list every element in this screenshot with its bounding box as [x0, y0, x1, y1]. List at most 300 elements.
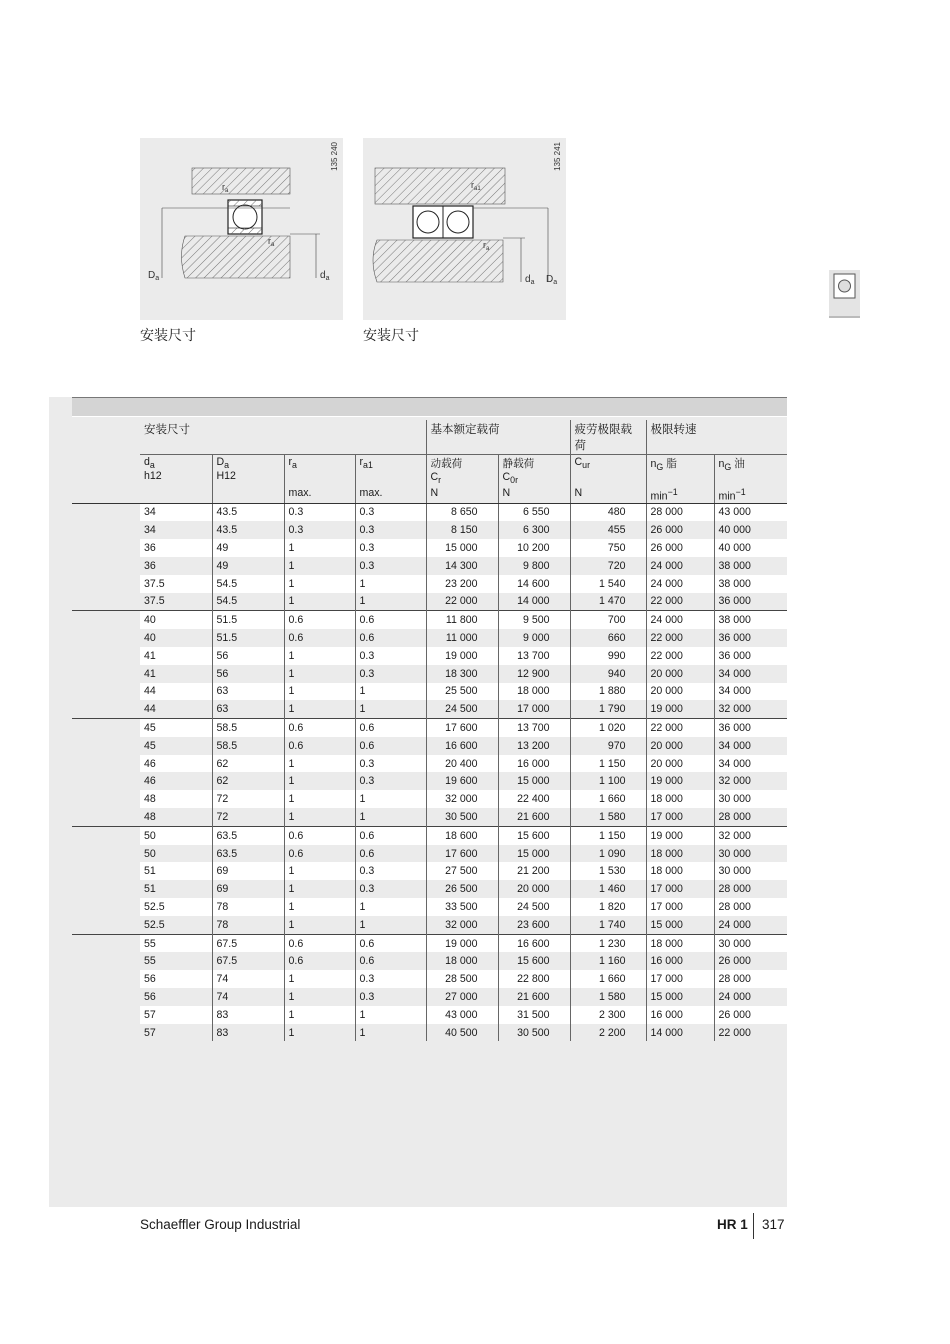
table-cell: 51 — [140, 880, 212, 898]
table-cell: 26 000 — [714, 952, 787, 970]
table-cell: 45 — [140, 719, 212, 737]
table-cell: 720 — [570, 557, 646, 575]
table-cell: 18 600 — [426, 826, 498, 844]
table-cell: 17 000 — [498, 700, 570, 718]
table-cell: 34 000 — [714, 755, 787, 773]
table-cell: 43.5 — [212, 503, 284, 521]
table-cell: 1 — [284, 683, 355, 701]
table-cell: 0.3 — [355, 521, 426, 539]
table-cell: 34 000 — [714, 737, 787, 755]
table-cell: 1 — [355, 700, 426, 718]
table-cell: 63 — [212, 700, 284, 718]
table-row — [72, 557, 787, 575]
label-Da: $D_a$ — [546, 274, 558, 286]
table-cell: 19 000 — [646, 772, 714, 790]
unit-ra1: max. — [355, 487, 426, 503]
table-cell: 480 — [570, 503, 646, 521]
table-cell: 1 — [355, 683, 426, 701]
table-cell: 41 — [140, 665, 212, 683]
figure-caption: 安装尺寸 — [363, 327, 419, 343]
table-cell: 1 230 — [570, 934, 646, 952]
table-cell: 37.5 — [140, 593, 212, 611]
table-cell: 12 900 — [498, 665, 570, 683]
table-cell: 0.6 — [355, 719, 426, 737]
table-cell: 1 820 — [570, 898, 646, 916]
table-cell: 14 000 — [498, 593, 570, 611]
table-cell: 36 000 — [714, 719, 787, 737]
table-cell: 0.6 — [355, 826, 426, 844]
table-cell: 52.5 — [140, 898, 212, 916]
table-cell: 26 000 — [714, 1006, 787, 1024]
table-cell: 34 — [140, 521, 212, 539]
mounting-figure-1 — [140, 138, 343, 320]
footer-section: HR 1 — [717, 1217, 748, 1232]
table-cell: 56 — [212, 665, 284, 683]
table-cell: 11 800 — [426, 611, 498, 629]
table-cell: 23 200 — [426, 575, 498, 593]
table-cell: 40 000 — [714, 521, 787, 539]
unit-Cr: N — [426, 487, 498, 503]
table-cell: 22 000 — [714, 1024, 787, 1042]
table-cell: 30 000 — [714, 862, 787, 880]
table-cell: 32 000 — [426, 916, 498, 934]
table-cell: 18 000 — [646, 934, 714, 952]
label-ra-bottom: $r_a$ — [483, 240, 490, 252]
table-cell: 24 000 — [646, 557, 714, 575]
table-cell: 36 000 — [714, 629, 787, 647]
table-cell: 17 600 — [426, 845, 498, 863]
figure-code: 135 241 — [553, 142, 562, 171]
table-cell: 46 — [140, 772, 212, 790]
table-cell: 55 — [140, 952, 212, 970]
table-cell: 56 — [140, 988, 212, 1006]
table-cell: 1 540 — [570, 575, 646, 593]
table-cell: 22 000 — [646, 719, 714, 737]
table-cell: 8 150 — [426, 521, 498, 539]
table-cell: 28 500 — [426, 970, 498, 988]
unit-ra: max. — [284, 487, 355, 503]
table-cell: 990 — [570, 647, 646, 665]
label-da: $d_a$ — [525, 274, 535, 286]
table-cell: 1 — [284, 647, 355, 665]
col-C0r: 静载荷 $C_{0r}$ — [498, 455, 570, 488]
bearing-drawing-double — [363, 138, 566, 320]
table-cell: 54.5 — [212, 593, 284, 611]
table-cell: 0.3 — [355, 503, 426, 521]
table-cell: 1 — [355, 593, 426, 611]
table-cell: 13 700 — [498, 719, 570, 737]
table-cell: 0.6 — [355, 952, 426, 970]
table-row — [72, 916, 787, 934]
table-cell: 0.3 — [355, 539, 426, 557]
table-row — [72, 952, 787, 970]
table-cell: 20 400 — [426, 755, 498, 773]
label-ra1: $r_{a1}$ — [471, 180, 481, 192]
table-cell: 36 — [140, 557, 212, 575]
table-cell: 51 — [140, 862, 212, 880]
table-cell: 22 000 — [646, 593, 714, 611]
table-cell: 1 660 — [570, 790, 646, 808]
table-row — [72, 970, 787, 988]
table-row — [72, 503, 787, 521]
table-cell: 0.6 — [355, 737, 426, 755]
table-cell: 940 — [570, 665, 646, 683]
table-row — [72, 719, 787, 737]
footer-divider — [753, 1213, 754, 1239]
table-cell: 1 — [284, 772, 355, 790]
table-cell: 57 — [140, 1006, 212, 1024]
table-cell: 700 — [570, 611, 646, 629]
table-cell: 48 — [140, 808, 212, 826]
table-cell: 970 — [570, 737, 646, 755]
col-nG-oil: $n_G$ 油 — [714, 455, 787, 488]
label-ra-bottom: $r_a$ — [268, 236, 275, 248]
table-cell: 0.6 — [355, 611, 426, 629]
table-cell: 22 000 — [426, 593, 498, 611]
table-header-bar — [72, 397, 787, 417]
table-cell: 1 — [284, 539, 355, 557]
figure-code: 135 240 — [330, 142, 339, 171]
mounting-figure-2 — [363, 138, 566, 320]
table-cell: 1 — [284, 916, 355, 934]
table-cell: 19 000 — [426, 647, 498, 665]
group-fatigue-load: 疲劳极限载荷 — [570, 420, 646, 455]
table-cell: 28 000 — [714, 898, 787, 916]
table-cell: 17 000 — [646, 880, 714, 898]
table-cell: 1 — [355, 916, 426, 934]
table-cell: 0.6 — [284, 845, 355, 863]
table-cell: 14 000 — [646, 1024, 714, 1042]
table-cell: 9 800 — [498, 557, 570, 575]
table-cell: 0.6 — [284, 737, 355, 755]
table-cell: 18 000 — [646, 862, 714, 880]
col-Cur: $C_{ur}$ — [570, 455, 646, 488]
table-cell: 1 — [355, 1024, 426, 1042]
table-cell: 50 — [140, 845, 212, 863]
group-mounting-dims: 安装尺寸 — [140, 420, 426, 455]
table-cell: 31 500 — [498, 1006, 570, 1024]
table-cell: 55 — [140, 934, 212, 952]
table-cell: 18 000 — [426, 952, 498, 970]
table-cell: 0.6 — [284, 952, 355, 970]
table-cell: 1 — [284, 575, 355, 593]
table-cell: 62 — [212, 772, 284, 790]
table-cell: 0.3 — [355, 755, 426, 773]
page-number: 317 — [762, 1217, 785, 1232]
table-cell: 34 000 — [714, 665, 787, 683]
table-row — [72, 629, 787, 647]
bearing-thumbnail-icon — [829, 270, 860, 318]
group-basic-load: 基本额定载荷 — [426, 420, 570, 455]
table-cell: 9 000 — [498, 629, 570, 647]
table-cell: 17 000 — [646, 970, 714, 988]
table-cell: 1 880 — [570, 683, 646, 701]
table-cell: 6 550 — [498, 503, 570, 521]
table-cell: 18 000 — [646, 845, 714, 863]
table-cell: 24 500 — [426, 700, 498, 718]
table-cell: 1 — [355, 1006, 426, 1024]
table-cell: 36 — [140, 539, 212, 557]
table-cell: 0.3 — [355, 988, 426, 1006]
group-limiting-speed: 极限转速 — [646, 420, 787, 455]
table-cell: 28 000 — [714, 880, 787, 898]
label-da: $d_a$ — [320, 270, 330, 282]
footer-company: Schaeffler Group Industrial — [140, 1217, 301, 1232]
table-cell: 1 — [284, 665, 355, 683]
col-da: $d_a$ h12 — [144, 456, 162, 483]
table-cell: 1 530 — [570, 862, 646, 880]
table-cell: 2 200 — [570, 1024, 646, 1042]
table-row — [72, 539, 787, 557]
label-ra-top: $r_a$ — [222, 182, 229, 194]
table-cell: 32 000 — [714, 772, 787, 790]
table-cell: 26 500 — [426, 880, 498, 898]
table-cell: 37.5 — [140, 575, 212, 593]
table-cell: 1 — [284, 700, 355, 718]
table-cell: 1 580 — [570, 988, 646, 1006]
table-cell: 1 150 — [570, 826, 646, 844]
table-cell: 18 000 — [646, 790, 714, 808]
table-cell: 17 600 — [426, 719, 498, 737]
table-cell: 0.6 — [355, 934, 426, 952]
table-cell: 1 — [284, 808, 355, 826]
table-cell: 40 — [140, 611, 212, 629]
table-cell: 36 000 — [714, 593, 787, 611]
table-cell: 40 — [140, 629, 212, 647]
table-cell: 22 000 — [646, 629, 714, 647]
table-cell: 67.5 — [212, 934, 284, 952]
table-cell: 15 600 — [498, 826, 570, 844]
table-cell: 63.5 — [212, 845, 284, 863]
table-cell: 0.6 — [284, 629, 355, 647]
table-cell: 15 000 — [426, 539, 498, 557]
table-cell: 21 200 — [498, 862, 570, 880]
table-cell: 1 580 — [570, 808, 646, 826]
table-cell: 6 300 — [498, 521, 570, 539]
col-Cr: 动载荷 $C_r$ — [426, 455, 498, 488]
table-cell: 0.3 — [355, 970, 426, 988]
table-row — [72, 934, 787, 952]
table-cell: 1 150 — [570, 755, 646, 773]
table-cell: 1 470 — [570, 593, 646, 611]
table-row — [72, 988, 787, 1006]
col-nG-grease: $n_G$ 脂 — [646, 455, 714, 488]
table-row — [72, 700, 787, 718]
unit-Cur: N — [570, 487, 646, 503]
unit-C0r: N — [498, 487, 570, 503]
table-cell: 58.5 — [212, 719, 284, 737]
table-cell: 32 000 — [714, 700, 787, 718]
table-cell: 8 650 — [426, 503, 498, 521]
table-cell: 18 000 — [498, 683, 570, 701]
table-cell: 30 000 — [714, 845, 787, 863]
table-cell: 49 — [212, 557, 284, 575]
table-row — [72, 521, 787, 539]
col-ra: $r_a$ — [284, 455, 355, 488]
table-cell: 27 500 — [426, 862, 498, 880]
table-cell: 74 — [212, 970, 284, 988]
table-cell: 1 100 — [570, 772, 646, 790]
table-cell: 45 — [140, 737, 212, 755]
table-cell: 23 600 — [498, 916, 570, 934]
table-cell: 0.3 — [355, 665, 426, 683]
table-cell: 1 — [284, 1024, 355, 1042]
table-cell: 18 300 — [426, 665, 498, 683]
table-cell: 1 020 — [570, 719, 646, 737]
table-cell: 38 000 — [714, 575, 787, 593]
table-cell: 1 740 — [570, 916, 646, 934]
table-cell: 0.3 — [355, 862, 426, 880]
table-cell: 25 500 — [426, 683, 498, 701]
table-cell: 69 — [212, 862, 284, 880]
table-cell: 44 — [140, 683, 212, 701]
table-cell: 14 300 — [426, 557, 498, 575]
table-cell: 30 000 — [714, 790, 787, 808]
table-row — [72, 737, 787, 755]
table-cell: 1 — [284, 755, 355, 773]
table-cell: 43.5 — [212, 521, 284, 539]
table-row — [72, 665, 787, 683]
table-cell: 16 000 — [646, 1006, 714, 1024]
unit-nG-grease: $\min^{-1}$ — [646, 487, 714, 503]
table-cell: 16 600 — [498, 934, 570, 952]
table-cell: 26 000 — [646, 539, 714, 557]
table-cell: 27 000 — [426, 988, 498, 1006]
table-cell: 16 600 — [426, 737, 498, 755]
table-cell: 51.5 — [212, 611, 284, 629]
table-cell: 57 — [140, 1024, 212, 1042]
table-cell: 40 000 — [714, 539, 787, 557]
table-cell: 56 — [212, 647, 284, 665]
table-cell: 2 300 — [570, 1006, 646, 1024]
table-cell: 20 000 — [646, 683, 714, 701]
table-cell: 15 000 — [498, 845, 570, 863]
table-cell: 40 500 — [426, 1024, 498, 1042]
table-cell: 1 090 — [570, 845, 646, 863]
table-cell: 14 600 — [498, 575, 570, 593]
table-cell: 26 000 — [646, 521, 714, 539]
table-row — [72, 772, 787, 790]
table-row — [72, 647, 787, 665]
table-cell: 1 — [284, 557, 355, 575]
table-row — [72, 1024, 787, 1042]
table-cell: 78 — [212, 898, 284, 916]
table-cell: 750 — [570, 539, 646, 557]
table-cell: 0.6 — [284, 826, 355, 844]
table-row — [72, 611, 787, 629]
table-cell: 0.6 — [355, 845, 426, 863]
table-cell: 72 — [212, 808, 284, 826]
table-cell: 15 000 — [498, 772, 570, 790]
table-cell: 21 600 — [498, 808, 570, 826]
table-cell: 1 — [284, 1006, 355, 1024]
table-row — [72, 575, 787, 593]
table-cell: 1 — [284, 970, 355, 988]
table-cell: 660 — [570, 629, 646, 647]
table-cell: 22 800 — [498, 970, 570, 988]
table-cell: 36 000 — [714, 647, 787, 665]
table-cell: 20 000 — [498, 880, 570, 898]
table-cell: 9 500 — [498, 611, 570, 629]
table-cell: 83 — [212, 1006, 284, 1024]
table-cell: 24 000 — [646, 611, 714, 629]
table-cell: 54.5 — [212, 575, 284, 593]
table-cell: 69 — [212, 880, 284, 898]
table-cell: 28 000 — [714, 970, 787, 988]
table-cell: 455 — [570, 521, 646, 539]
table-cell: 0.3 — [355, 557, 426, 575]
table-cell: 0.6 — [284, 719, 355, 737]
table-cell: 1 — [284, 898, 355, 916]
col-Da: $D_a$ H12 — [212, 455, 284, 488]
bearing-dimension-table — [72, 420, 787, 1041]
table-cell: 24 000 — [646, 575, 714, 593]
table-cell: 20 000 — [646, 665, 714, 683]
table-cell: 63 — [212, 683, 284, 701]
table-cell: 30 500 — [498, 1024, 570, 1042]
table-cell: 10 200 — [498, 539, 570, 557]
table-cell: 16 000 — [498, 755, 570, 773]
table-cell: 63.5 — [212, 826, 284, 844]
table-cell: 16 000 — [646, 952, 714, 970]
table-cell: 0.3 — [284, 503, 355, 521]
table-cell: 20 000 — [646, 737, 714, 755]
table-cell: 1 — [355, 808, 426, 826]
table-cell: 1 — [355, 575, 426, 593]
table-cell: 1 — [284, 862, 355, 880]
table-cell: 30 000 — [714, 934, 787, 952]
table-cell: 51.5 — [212, 629, 284, 647]
table-cell: 1 790 — [570, 700, 646, 718]
table-cell: 38 000 — [714, 557, 787, 575]
table-cell: 28 000 — [646, 503, 714, 521]
table-cell: 17 000 — [646, 898, 714, 916]
table-cell: 15 000 — [646, 916, 714, 934]
table-cell: 1 — [284, 790, 355, 808]
table-cell: 1 — [284, 880, 355, 898]
table-cell: 62 — [212, 755, 284, 773]
table-cell: 78 — [212, 916, 284, 934]
table-cell: 13 200 — [498, 737, 570, 755]
table-cell: 1 — [284, 593, 355, 611]
table-cell: 24 000 — [714, 916, 787, 934]
table-cell: 24 500 — [498, 898, 570, 916]
table-row — [72, 1006, 787, 1024]
table-cell: 1 160 — [570, 952, 646, 970]
bearing-drawing-single — [140, 138, 343, 320]
table-row — [72, 683, 787, 701]
table-cell: 48 — [140, 790, 212, 808]
table-cell: 50 — [140, 826, 212, 844]
table-cell: 1 460 — [570, 880, 646, 898]
table-cell: 15 600 — [498, 952, 570, 970]
table-cell: 22 000 — [646, 647, 714, 665]
col-ra1: $r_{a1}$ — [355, 455, 426, 488]
table-cell: 44 — [140, 700, 212, 718]
table-cell: 74 — [212, 988, 284, 1006]
table-cell: 17 000 — [646, 808, 714, 826]
table-cell: 32 000 — [714, 826, 787, 844]
table-cell: 72 — [212, 790, 284, 808]
table-row — [72, 808, 787, 826]
table-cell: 41 — [140, 647, 212, 665]
table-row — [72, 755, 787, 773]
table-cell: 0.6 — [284, 611, 355, 629]
table-cell: 24 000 — [714, 988, 787, 1006]
table-cell: 56 — [140, 970, 212, 988]
table-row — [72, 862, 787, 880]
table-cell: 46 — [140, 755, 212, 773]
